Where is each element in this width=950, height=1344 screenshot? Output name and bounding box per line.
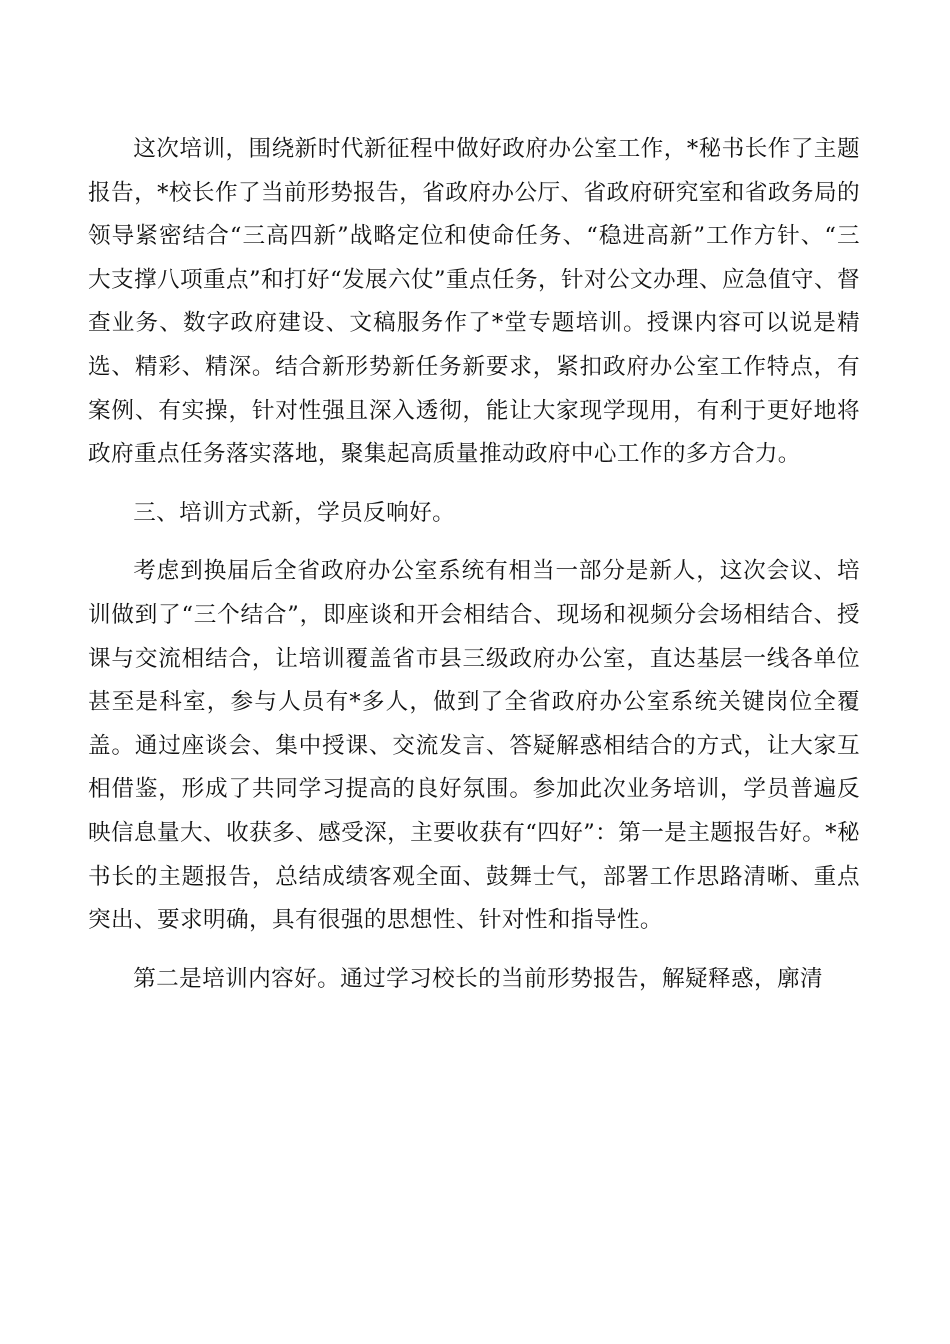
section-heading-training-method: 三、培训方式新，学员反响好。 (133, 499, 456, 526)
paragraph-training-method: 考虑到换届后全省政府办公室系统有相当一部分是新人，这次会议、培训做到了“三个结合”，即座谈和开会相结合、现场和视频分会场相结合、授课与交流相结合，让培训覆盖省市县三级政府办公室，直达基层一线各单位甚至是科室，参与人员有*多人，做到了全省政府办公室系统关键岗位全覆盖。通过座谈会、集中授课、交流发言、答疑解惑相结合的方式，让大家互相借鉴，形成了共同学习提高的良好氛围。参加此次业务培训，学员普遍反映信息量大、收获多、感受深，主要收获有“四好”：第一是主题报告好。*秘书长的主题报告，总结成绩客观全面、鼓舞士气，部署工作思路清晰、重点突出、要求明确，具有很强的思想性、针对性和指导性。 (88, 558, 860, 934)
paragraph-training-content: 这次培训，围绕新时代新征程中做好政府办公室工作，*秘书长作了主题报告，*校长作了当前形势报告，省政府办公厅、省政府研究室和省政务局的领导紧密结合“三高四新”战略定位和使命任务、“稳进高新”工作方针、“三大支撑八项重点”和打好“发展六仗”重点任务，针对公文办理、应急值守、督查业务、数字政府建设、文稿服务作了*堂专题培训。授课内容可以说是精选、精彩、精深。结合新形势新任务新要求，紧扣政府办公室工作特点，有案例、有实操，针对性强且深入透彻，能让大家现学现用，有利于更好地将政府重点任务落实落地，聚集起高质量推动政府中心工作的多方合力。 (88, 136, 860, 468)
paragraph-training-content-good: 第二是培训内容好。通过学习校长的当前形势报告，解疑释惑，廓清 (133, 965, 823, 992)
document-page (88, 128, 860, 1001)
